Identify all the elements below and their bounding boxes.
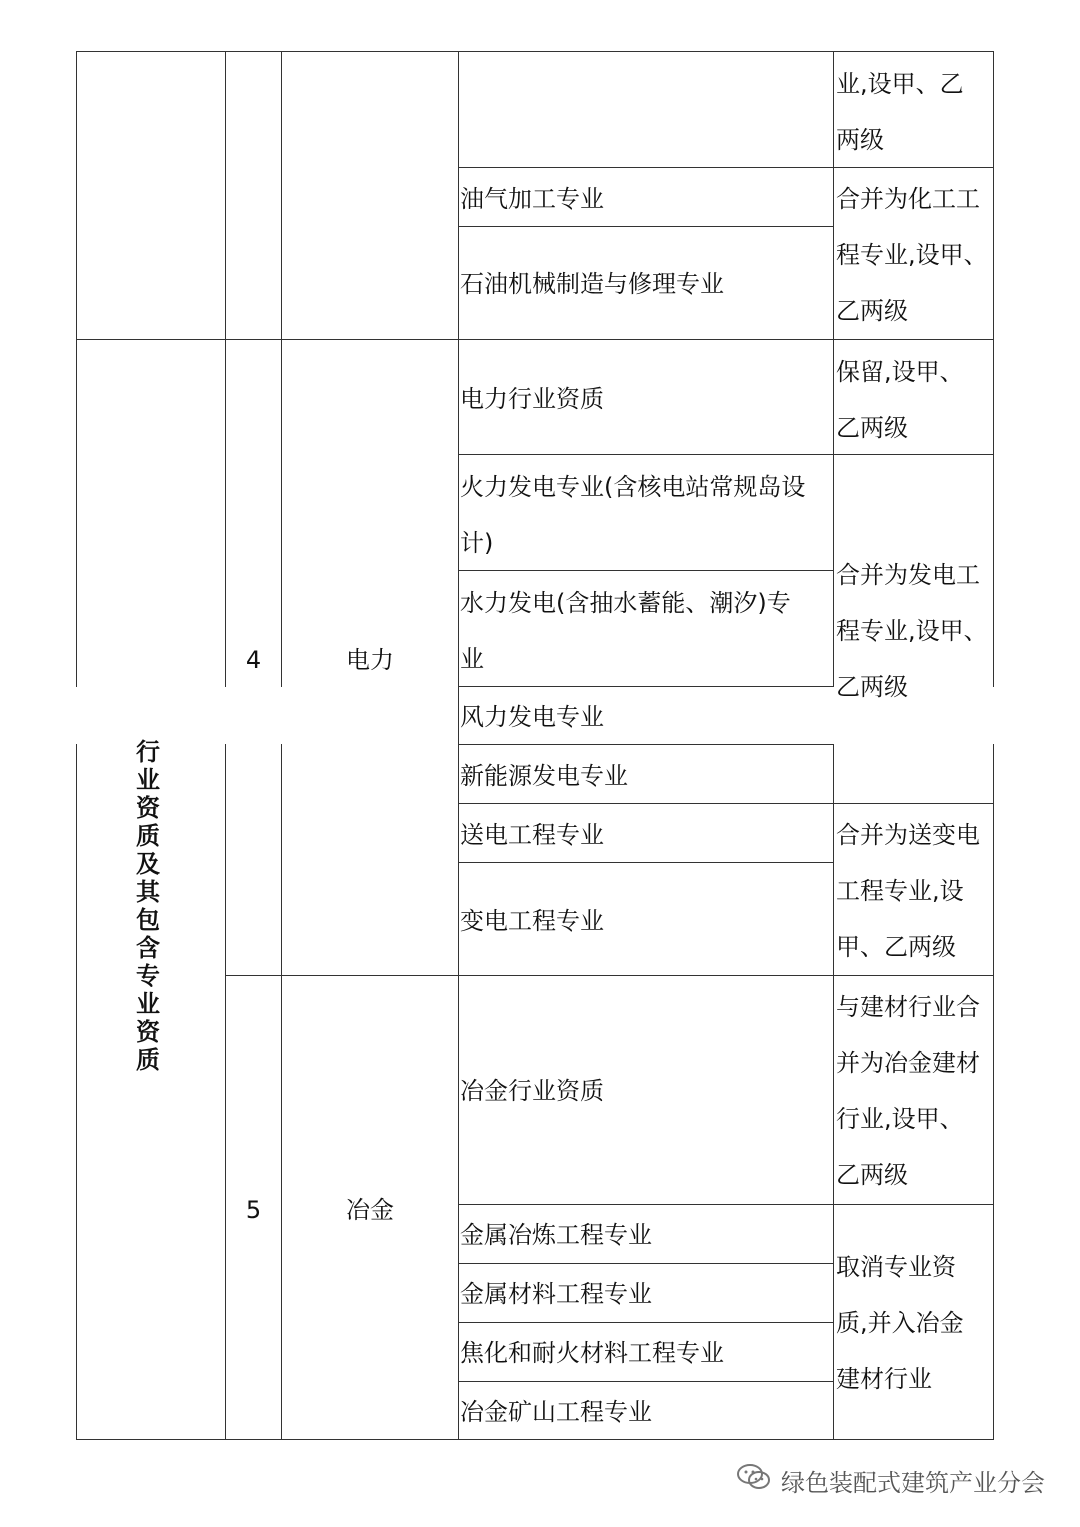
group-label-char: 业 bbox=[136, 990, 160, 1018]
group-label-char: 包 bbox=[136, 906, 160, 934]
group-label-char: 其 bbox=[136, 878, 160, 906]
item-metallurgical-mining: 冶金矿山工程专业 bbox=[460, 1398, 652, 1426]
row-number-4: 4 bbox=[245, 646, 262, 674]
item-transmission: 送电工程专业 bbox=[460, 821, 604, 849]
footer-watermark bbox=[737, 1462, 1045, 1498]
result-cell-0: 业,设甲、乙 两级 bbox=[836, 70, 964, 154]
item-metallurgy-industry: 冶金行业资质 bbox=[460, 1077, 604, 1105]
footer-text: 绿色装配式建筑产业分会 bbox=[781, 1468, 1045, 1497]
result-cell-cancel: 取消专业资 质,并入冶金 建材行业 bbox=[836, 1253, 964, 1393]
item-wind-power: 风力发电专业 bbox=[460, 703, 604, 731]
item-metal-smelting: 金属冶炼工程专业 bbox=[460, 1221, 652, 1249]
wechat-icon bbox=[737, 1462, 771, 1498]
group-label-vertical bbox=[133, 738, 163, 1074]
item-oil-gas-processing: 油气加工专业 bbox=[460, 185, 604, 213]
item-hydro-power: 水力发电(含抽水蓄能、潮汐)专 业 bbox=[460, 589, 791, 673]
group-label-char: 及 bbox=[136, 850, 160, 878]
item-power-industry: 电力行业资质 bbox=[460, 385, 604, 413]
group-label-char: 资 bbox=[136, 794, 160, 822]
result-cell-chemical: 合并为化工工 程专业,设甲、 乙两级 bbox=[836, 185, 988, 325]
group-label-char: 行 bbox=[136, 738, 160, 766]
item-metal-materials: 金属材料工程专业 bbox=[460, 1280, 652, 1308]
group-label-char: 含 bbox=[136, 934, 160, 962]
group-label-char: 专 bbox=[136, 962, 160, 990]
result-cell-metallurgy: 与建材行业合 并为冶金建材 行业,设甲、 乙两级 bbox=[836, 993, 980, 1189]
result-cell-retain: 保留,设甲、 乙两级 bbox=[836, 358, 964, 442]
result-cell-transmission: 合并为送变电 工程专业,设 甲、乙两级 bbox=[836, 821, 980, 961]
group-label-char: 业 bbox=[136, 766, 160, 794]
item-new-energy: 新能源发电专业 bbox=[460, 762, 628, 790]
item-thermal-power: 火力发电专业(含核电站常规岛设 计) bbox=[460, 473, 806, 557]
item-substation: 变电工程专业 bbox=[460, 907, 604, 935]
result-cell-power-generation: 合并为发电工 程专业,设甲、 乙两级 bbox=[836, 561, 988, 701]
row-number-5: 5 bbox=[245, 1196, 262, 1224]
group-label-char: 质 bbox=[136, 822, 160, 850]
group-label-char: 资 bbox=[136, 1018, 160, 1046]
category-metallurgy: 冶金 bbox=[346, 1196, 394, 1224]
category-power: 电力 bbox=[346, 646, 394, 674]
item-coking-refractory: 焦化和耐火材料工程专业 bbox=[460, 1339, 724, 1367]
group-label-char: 质 bbox=[136, 1046, 160, 1074]
item-petroleum-machinery: 石油机械制造与修理专业 bbox=[460, 270, 724, 298]
